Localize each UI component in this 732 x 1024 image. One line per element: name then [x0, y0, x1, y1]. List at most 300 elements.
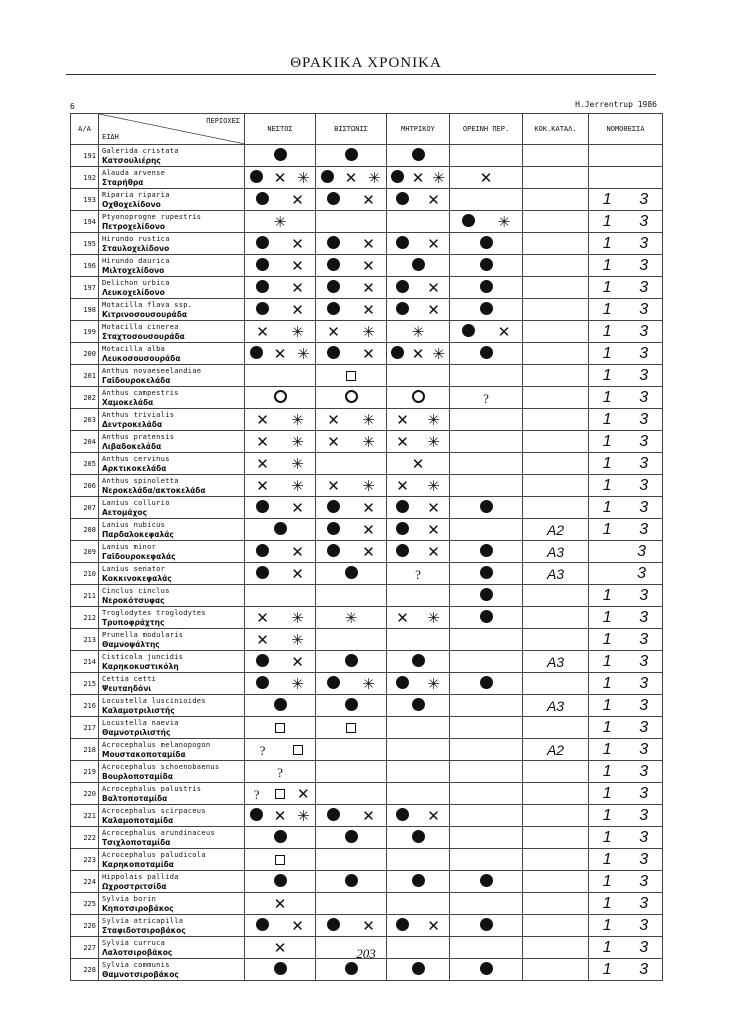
star-mark: ✳ [344, 608, 358, 627]
legislation-cell [589, 145, 663, 167]
star-mark: ✳ [427, 476, 440, 495]
header-species-regions [99, 114, 245, 145]
dot-mark [394, 302, 412, 318]
scientific-name: Locustella luscinioides [102, 696, 206, 705]
dot-mark [254, 236, 272, 252]
legislation-code-2: 3 [639, 850, 649, 868]
row-number: 217 [71, 717, 99, 739]
star-mark: ✳ [432, 168, 445, 187]
scientific-name: Lanius minor [102, 542, 157, 551]
cross-mark: ✕ [362, 256, 375, 275]
row-number: 200 [71, 343, 99, 365]
table-row [71, 915, 663, 937]
table-row [71, 563, 663, 585]
table-row [71, 299, 663, 321]
species-cell [99, 233, 245, 255]
scientific-name: Lanius senator [102, 564, 166, 573]
greek-name: Ωχροστριτσίδα [102, 881, 167, 891]
legislation-cell [589, 607, 663, 629]
row-number: 220 [71, 783, 99, 805]
region-cell-1 [245, 321, 316, 343]
red-list-cell [523, 761, 589, 783]
species-cell [99, 651, 245, 673]
legislation-cell [589, 871, 663, 893]
scientific-name: Acrocephalus arundinaceus [102, 828, 215, 837]
region-cell-2 [316, 409, 387, 431]
region-cell-3 [387, 541, 450, 563]
legislation-code-2: 3 [639, 212, 649, 230]
region-cell-3 [387, 849, 450, 871]
star-mark: ✳ [427, 432, 440, 451]
cross-mark: ✕ [411, 454, 425, 473]
cross-mark: ✕ [327, 432, 340, 451]
legislation-code-1: 1 [602, 366, 612, 384]
species-cell [99, 805, 245, 827]
star-mark: ✳ [291, 608, 304, 627]
region-cell-3 [387, 189, 450, 211]
region-cell-1 [245, 167, 316, 189]
cross-mark: ✕ [411, 168, 425, 187]
legislation-code-2: 3 [639, 234, 649, 252]
dot-mark [271, 830, 289, 846]
legislation-code-1: 1 [602, 674, 612, 692]
greek-name: Σταυλοχελίδονο [102, 243, 170, 253]
red-list-cell [523, 827, 589, 849]
region-cell-4 [450, 277, 523, 299]
region-cell-4 [450, 673, 523, 695]
region-cell-3 [387, 607, 450, 629]
scientific-name: Anthus spinoletta [102, 476, 179, 485]
legislation-cell [589, 563, 663, 585]
region-cell-3 [387, 761, 450, 783]
dot-mark [477, 676, 495, 692]
red-list-cell [523, 189, 589, 211]
species-cell [99, 453, 245, 475]
red-list-cell [523, 211, 589, 233]
row-number: 198 [71, 299, 99, 321]
species-cell [99, 365, 245, 387]
legislation-cell [589, 805, 663, 827]
star-mark: ✳ [427, 410, 440, 429]
region-cell-4 [450, 915, 523, 937]
legislation-code-1: 1 [602, 256, 612, 274]
species-cell [99, 629, 245, 651]
greek-name: Γαϊδουροκεφαλάς [102, 551, 176, 561]
region-cell-2 [316, 299, 387, 321]
cross-mark: ✕ [362, 542, 375, 561]
legislation-cell [589, 585, 663, 607]
greek-name: Αετομάχος [102, 507, 148, 517]
region-cell-4 [450, 849, 523, 871]
legislation-code-2: 3 [639, 432, 649, 450]
ring-mark [342, 390, 360, 406]
cross-mark: ✕ [291, 916, 304, 935]
region-cell-1 [245, 255, 316, 277]
greek-name: Λιβαδοκελάδα [102, 441, 162, 451]
species-cell [99, 299, 245, 321]
table-row [71, 431, 663, 453]
region-cell-4 [450, 453, 523, 475]
legislation-code-1: 1 [602, 938, 612, 956]
scientific-name: Sylvia communis [102, 960, 170, 969]
cross-mark: ✕ [297, 784, 310, 803]
scientific-name: Locustella naevia [102, 718, 179, 727]
cross-mark: ✕ [396, 608, 409, 627]
star-mark: ✳ [291, 322, 304, 341]
dot-mark [477, 918, 495, 934]
scientific-name: Prunella modularis [102, 630, 184, 639]
table-row [71, 167, 663, 189]
region-cell-2 [316, 585, 387, 607]
species-cell [99, 541, 245, 563]
legislation-code-2: 3 [639, 498, 649, 516]
scientific-name: Galerida cristata [102, 146, 179, 155]
table-row [71, 343, 663, 365]
dot-mark [342, 148, 360, 164]
header-aa: Α/Α [71, 114, 99, 145]
region-cell-1 [245, 431, 316, 453]
legislation-cell [589, 739, 663, 761]
scientific-name: Anthus novaeseelandiae [102, 366, 202, 375]
table-row [71, 827, 663, 849]
dot-mark [388, 170, 406, 186]
dot-mark [477, 962, 495, 978]
star-mark: ✳ [362, 476, 375, 495]
row-number: 192 [71, 167, 99, 189]
region-cell-4 [450, 739, 523, 761]
dot-mark [409, 830, 427, 846]
dot-mark [248, 170, 266, 186]
species-cell [99, 145, 245, 167]
legislation-code-1: 1 [602, 498, 612, 516]
red-list-cell [523, 805, 589, 827]
legislation-cell [589, 915, 663, 937]
dot-mark [459, 324, 477, 340]
cross-mark: ✕ [327, 476, 340, 495]
region-cell-3 [387, 673, 450, 695]
legislation-code-2: 3 [639, 366, 649, 384]
legislation-code-1: 1 [602, 740, 612, 758]
cross-mark: ✕ [344, 168, 358, 187]
row-number: 225 [71, 893, 99, 915]
row-number: 227 [71, 937, 99, 959]
scientific-name: Anthus campestris [102, 388, 179, 397]
legislation-code-2: 3 [639, 344, 649, 362]
region-cell-3 [387, 145, 450, 167]
row-number: 210 [71, 563, 99, 585]
dot-mark [459, 214, 477, 230]
region-cell-2 [316, 475, 387, 497]
region-cell-3 [387, 343, 450, 365]
region-cell-1 [245, 189, 316, 211]
greek-name: Γαϊδουροκελάδα [102, 375, 171, 385]
region-cell-3 [387, 651, 450, 673]
species-cell [99, 321, 245, 343]
legislation-code-1: 1 [602, 410, 612, 428]
region-cell-3 [387, 563, 450, 585]
legislation-code-1: 1 [602, 586, 612, 604]
table-row [71, 387, 663, 409]
star-mark: ✳ [427, 674, 440, 693]
region-cell-1 [245, 629, 316, 651]
dot-mark [271, 148, 289, 164]
cross-mark: ✕ [291, 256, 304, 275]
table-header-row [71, 114, 663, 145]
region-cell-3 [387, 915, 450, 937]
species-cell [99, 189, 245, 211]
scientific-name: Anthus cervinus [102, 454, 170, 463]
region-cell-4 [450, 805, 523, 827]
dot-mark [248, 808, 266, 824]
row-number: 215 [71, 673, 99, 695]
legislation-code-2: 3 [639, 674, 649, 692]
legislation-code-1: 1 [602, 828, 612, 846]
species-cell [99, 497, 245, 519]
cross-mark: ✕ [256, 630, 269, 649]
header-col-3: ΜΗΤΡΙΚΟΥ [387, 114, 450, 145]
dot-mark [325, 918, 343, 934]
species-cell [99, 871, 245, 893]
legislation-code-2: 3 [639, 718, 649, 736]
red-list-cell [523, 871, 589, 893]
region-cell-3 [387, 805, 450, 827]
dot-mark [394, 808, 412, 824]
scientific-name: Acrocephalus melanopogon [102, 740, 211, 749]
cross-mark: ✕ [427, 190, 440, 209]
region-cell-4 [450, 497, 523, 519]
greek-name: Λευκοσουσουράδα [102, 353, 181, 363]
legislation-code-2: 3 [639, 476, 649, 494]
star-mark: ✳ [291, 410, 304, 429]
red-list-cell [523, 695, 589, 717]
region-cell-4 [450, 607, 523, 629]
region-cell-1 [245, 563, 316, 585]
region-cell-2 [316, 651, 387, 673]
star-mark: ✳ [297, 344, 310, 363]
legislation-code-1: 1 [602, 454, 612, 472]
species-cell [99, 849, 245, 871]
table-row [71, 365, 663, 387]
red-list-cell [523, 365, 589, 387]
dot-mark [271, 874, 289, 890]
legislation-code-2: 3 [639, 762, 649, 780]
region-cell-1 [245, 475, 316, 497]
header-regions: ΠΕΡΙΟΧΕΣ [206, 117, 240, 125]
region-cell-3 [387, 871, 450, 893]
region-cell-1 [245, 783, 316, 805]
star-mark: ✳ [291, 476, 304, 495]
region-cell-3 [387, 629, 450, 651]
red-list-cell [523, 453, 589, 475]
legislation-cell [589, 717, 663, 739]
cross-mark: ✕ [362, 344, 375, 363]
legislation-code-2: 3 [637, 542, 646, 560]
region-cell-1 [245, 673, 316, 695]
red-list-cell [523, 541, 589, 563]
dot-mark [409, 148, 427, 164]
region-cell-2 [316, 673, 387, 695]
table-row [71, 849, 663, 871]
region-cell-4 [450, 299, 523, 321]
legislation-cell [589, 497, 663, 519]
row-number: 222 [71, 827, 99, 849]
legislation-code-1: 1 [602, 520, 612, 538]
star-mark: ✳ [411, 322, 425, 341]
dot-mark [394, 500, 412, 516]
region-cell-2 [316, 629, 387, 651]
species-cell [99, 827, 245, 849]
scientific-name: Alauda arvense [102, 168, 166, 177]
dot-mark [342, 698, 360, 714]
species-cell [99, 695, 245, 717]
table-row [71, 541, 663, 563]
cross-mark: ✕ [273, 806, 287, 825]
dot-mark [325, 500, 343, 516]
scientific-name: Lanius collurio [102, 498, 170, 507]
legislation-code-1: 1 [602, 234, 612, 252]
region-cell-1 [245, 233, 316, 255]
region-cell-4 [450, 475, 523, 497]
species-cell [99, 563, 245, 585]
region-cell-3 [387, 893, 450, 915]
dot-mark [394, 676, 412, 692]
cross-mark: ✕ [427, 498, 440, 517]
table-row [71, 717, 663, 739]
scientific-name: Sylvia borin [102, 894, 157, 903]
dot-mark [409, 258, 427, 274]
legislation-code-2: 3 [639, 300, 649, 318]
greek-name: Θαμνοτσιροβάκος [102, 969, 179, 979]
scientific-name: Hippolais pallida [102, 872, 179, 881]
dot-mark [409, 698, 427, 714]
scientific-name: Sylvia atricapilla [102, 916, 184, 925]
region-cell-1 [245, 365, 316, 387]
table-row [71, 805, 663, 827]
cross-mark: ✕ [327, 410, 340, 429]
journal-title: ΘΡΑΚΙΚΑ ΧΡΟΝΙΚΑ [290, 55, 442, 71]
square-mark [271, 852, 289, 868]
legislation-code-2: 3 [639, 960, 649, 978]
region-cell-4 [450, 519, 523, 541]
species-cell [99, 607, 245, 629]
row-number: 213 [71, 629, 99, 651]
scientific-name: Ptyonoprogne rupestris [102, 212, 202, 221]
region-cell-3 [387, 211, 450, 233]
star-mark: ✳ [297, 806, 310, 825]
greek-name: Κοκκινοκεφαλάς [102, 573, 172, 583]
row-number: 223 [71, 849, 99, 871]
region-cell-4 [450, 211, 523, 233]
legislation-code-1: 1 [602, 652, 612, 670]
greek-name: Αρκτικοκελάδα [102, 463, 167, 473]
region-cell-2 [316, 189, 387, 211]
dot-mark [394, 522, 412, 538]
greek-name: Κιτρινοσουσουράδα [102, 309, 188, 319]
species-cell [99, 893, 245, 915]
legislation-code-1: 1 [602, 432, 612, 450]
region-cell-3 [387, 365, 450, 387]
species-cell [99, 585, 245, 607]
table-row [71, 695, 663, 717]
dot-mark [477, 610, 495, 626]
region-cell-2 [316, 387, 387, 409]
region-cell-4 [450, 695, 523, 717]
species-table-container [70, 113, 662, 981]
legislation-code-2: 3 [639, 454, 649, 472]
legislation-cell [589, 475, 663, 497]
red-list-cell [523, 409, 589, 431]
red-list-cell [523, 717, 589, 739]
red-list-cell [523, 563, 589, 585]
region-cell-1 [245, 717, 316, 739]
region-cell-4 [450, 189, 523, 211]
row-number: 214 [71, 651, 99, 673]
row-number: 221 [71, 805, 99, 827]
table-row [71, 893, 663, 915]
row-number: 194 [71, 211, 99, 233]
greek-name: Καρηκοκυστικόλη [102, 661, 179, 671]
cross-mark: ✕ [396, 410, 409, 429]
dot-mark [409, 654, 427, 670]
star-mark: ✳ [297, 168, 310, 187]
region-cell-3 [387, 453, 450, 475]
region-cell-2 [316, 739, 387, 761]
red-list-cell [523, 673, 589, 695]
greek-name: Νεροκελάδα/ακτοκελάδα [102, 485, 206, 495]
table-row [71, 475, 663, 497]
region-cell-3 [387, 277, 450, 299]
greek-name: Κηποτσιροβάκος [102, 903, 174, 913]
species-cell [99, 277, 245, 299]
row-number: 207 [71, 497, 99, 519]
region-cell-2 [316, 519, 387, 541]
legislation-cell [589, 233, 663, 255]
region-cell-3 [387, 255, 450, 277]
red-list-cell [523, 277, 589, 299]
region-cell-1 [245, 827, 316, 849]
region-cell-3 [387, 321, 450, 343]
row-number: 211 [71, 585, 99, 607]
legislation-code-2: 3 [639, 630, 649, 648]
legislation-cell [589, 761, 663, 783]
dot-mark [394, 192, 412, 208]
ring-mark [409, 390, 427, 406]
dot-mark [325, 192, 343, 208]
region-cell-1 [245, 409, 316, 431]
dot-mark [325, 236, 343, 252]
region-cell-4 [450, 563, 523, 585]
row-number: 191 [71, 145, 99, 167]
question-mark: ? [483, 390, 489, 406]
region-cell-4 [450, 827, 523, 849]
region-cell-1 [245, 739, 316, 761]
legislation-cell [589, 651, 663, 673]
row-number: 197 [71, 277, 99, 299]
region-cell-3 [387, 695, 450, 717]
red-list-cell [523, 629, 589, 651]
region-cell-1 [245, 453, 316, 475]
dot-mark [254, 192, 272, 208]
legislation-code-2: 3 [639, 828, 649, 846]
cross-mark: ✕ [427, 542, 440, 561]
region-cell-1 [245, 519, 316, 541]
species-cell [99, 717, 245, 739]
scientific-name: Lanius nubicus [102, 520, 166, 529]
species-cell [99, 673, 245, 695]
question-mark: ? [277, 764, 283, 780]
legislation-code-2: 3 [639, 608, 649, 626]
table-row [71, 277, 663, 299]
